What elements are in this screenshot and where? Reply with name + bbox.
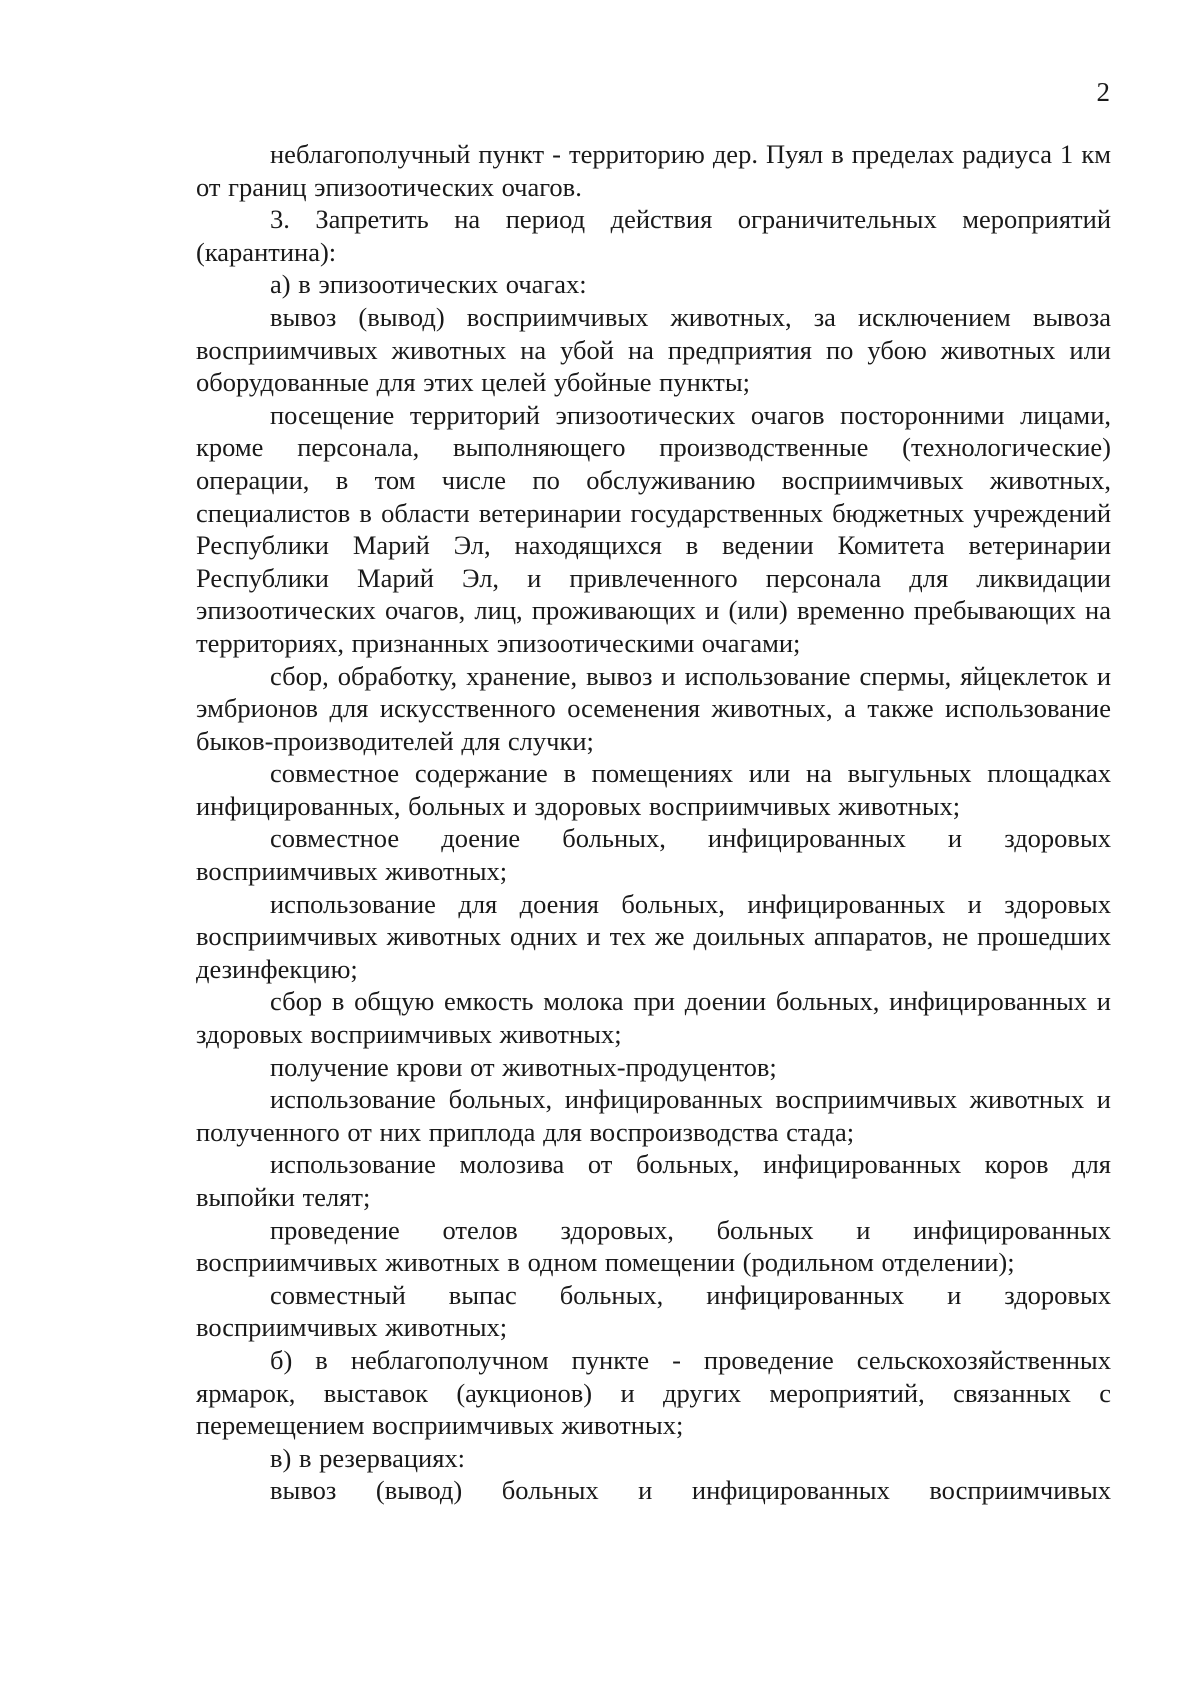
paragraph-2: 3. Запретить на период действия ограничительных мероприятий (карантина):	[196, 204, 1111, 267]
paragraph-5: посещение территорий эпизоотических очагов посторонними лицами, кроме персонала, выполняющего производственные (технологические) операции, в том числе по обслуживанию восприимчивых животных, специалистов в области ветеринарии государственных бюджетных учреждений Республики Марий Эл, находящихся в ведении Комитета ветеринарии Республики Марий Эл, и привлеченного персонала для ликвидации эпизоотических очагов, лиц, проживающих и (или) временно пребывающих на территориях, признанных эпизоотическими очагами;	[196, 399, 1111, 658]
paragraph-9: использование для доения больных, инфицированных и здоровых восприимчивых животных одних и тех же доильных аппаратов, не прошедших дезинфекцию;	[196, 888, 1111, 984]
paragraph-16: б) в неблагополучном пункте - проведение сельскохозяйственных ярмарок, выставок (аукционов) и других мероприятий, связанных с перемещением восприимчивых животных;	[196, 1344, 1111, 1441]
document-body	[196, 138, 1111, 1507]
paragraph-10: сбор в общую емкость молока при доении больных, инфицированных и здоровых восприимчивых животных;	[196, 986, 1111, 1050]
paragraph-7: совместное содержание в помещениях или на выгульных площадках инфицированных, больных и здоровых восприимчивых животных;	[196, 758, 1111, 821]
paragraph-13: использование молозива от больных, инфицированных коров для выпойки телят;	[196, 1149, 1111, 1212]
paragraph-15: совместный выпас больных, инфицированных и здоровых восприимчивых животных;	[196, 1279, 1111, 1343]
paragraph-18: вывоз (вывод) больных и инфицированных восприимчивых	[270, 1475, 1111, 1506]
paragraph-8: совместное доение больных, инфицированных и здоровых восприимчивых животных;	[196, 823, 1111, 887]
paragraph-4: вывоз (вывод) восприимчивых животных, за исключением вывоза восприимчивых животных на убой на предприятия по убою животных или оборудованные для этих целей убойные пункты;	[196, 301, 1111, 398]
paragraph-12: использование больных, инфицированных восприимчивых животных и полученного от них приплода для воспроизводства стада;	[196, 1084, 1111, 1147]
paragraph-14: проведение отелов здоровых, больных и инфицированных восприимчивых животных в одном помещении (родильном отделении);	[196, 1214, 1111, 1278]
page-number: 2	[1096, 77, 1110, 107]
paragraph-3: а) в эпизоотических очагах:	[270, 269, 587, 300]
paragraph-11: получение крови от животных-продуцентов;	[270, 1051, 777, 1082]
paragraph-6: сбор, обработку, хранение, вывоз и использование спермы, яйцеклеток и эмбрионов для искусственного осеменения животных, а также использование быков-производителей для случки;	[196, 660, 1111, 756]
paragraph-17: в) в резервациях:	[270, 1442, 466, 1473]
paragraph-1: неблагополучный пункт - территорию дер. Пуял в пределах радиуса 1 км от границ эпизоотических очагов.	[196, 139, 1111, 202]
